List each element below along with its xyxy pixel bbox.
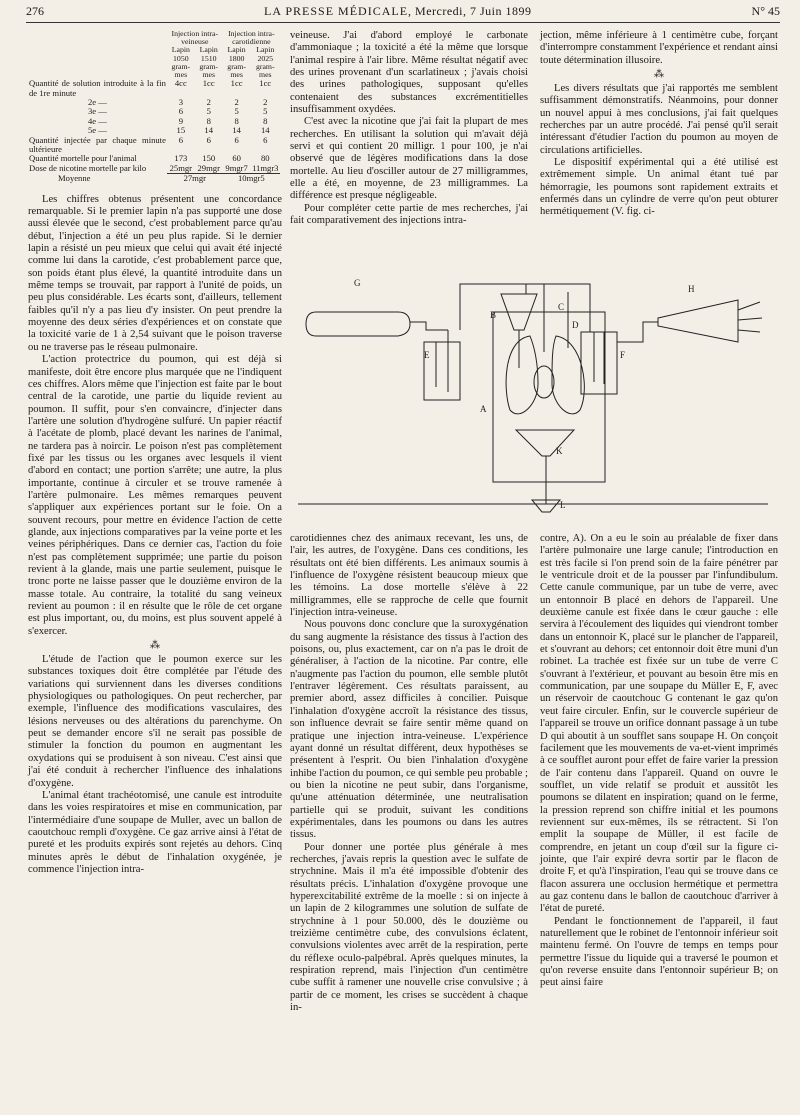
- figure-label: L: [560, 500, 566, 510]
- column-1: [28, 30, 282, 876]
- row-label: 2e —: [88, 97, 107, 108]
- paragraph: L'étude de l'action que le poumon exerce sur les substances toxiques doit être complétée par l'étude des variations qui surviennent dans les diverses conditions physiologiques ou pathologiques. On peut rechercher, par exemple, l'influence des modifications vasculaires, des lésions nerveuses ou des altérations du parenchyme. On peut se demander encore s'il ne serait pas possible de stimuler la fonction du poumon en augmentant les oxydations qui se produisent à son niveau. C'est ainsi que j'ai été conduit à rechercher l'influence des inhalations d'oxygène.: [28, 654, 282, 789]
- table-row: [28, 98, 280, 107]
- cell: 80: [260, 153, 270, 164]
- cell: 3: [178, 97, 183, 108]
- table-group-intra-veineuse: Injection intra-veineuse: [171, 29, 219, 47]
- cell: 1cc: [202, 78, 215, 89]
- cell: 25mgr: [169, 162, 193, 173]
- cell: 8: [263, 115, 268, 126]
- rubber-balloon-g: [306, 312, 410, 336]
- row-label: 3e —: [88, 106, 107, 117]
- cell: 4cc: [174, 78, 187, 89]
- cell: 2: [206, 97, 211, 108]
- results-table: [28, 30, 280, 184]
- paragraph: veineuse. J'ai d'abord employé le carbonate d'ammoniaque ; la toxicité a été la même que lorsque l'animal respire à l'air libre. Même résultat négatif avec des urines provenant d'un scarlatineux ; j'avais choisi des urines pathologiques, supposant qu'elles contenaient des substances excrémentitielles insuffisamment oxydées.: [290, 30, 528, 116]
- cell: 9: [178, 115, 183, 126]
- cell: 6: [178, 134, 183, 145]
- cell: 150: [202, 153, 216, 164]
- table-animal-3: Lapin 1800 gram-mes: [227, 45, 246, 80]
- section-separator: ⁂: [150, 640, 160, 652]
- mean-label: Moyenne: [58, 172, 91, 183]
- journal-title: [264, 4, 532, 19]
- figure-label: E: [424, 350, 430, 360]
- header-rule: [26, 22, 780, 23]
- figure-label: H: [688, 284, 695, 294]
- journal-name: LA PRESSE MÉDICALE: [264, 4, 409, 18]
- table-row: [28, 117, 280, 126]
- cell: 11mgr3: [252, 162, 279, 173]
- funnel-k: [516, 430, 574, 456]
- row-label: Dose de nicotine mortelle par kilo: [29, 162, 147, 173]
- cell: 8: [234, 115, 239, 126]
- cell: 6: [263, 134, 268, 145]
- paragraph: Les divers résultats que j'ai rapportés me semblent suffisamment démonstratifs. Néanmoins, pour donner un nouvel appui à mes conclusions, j'ai fait quelques recherches par un autre procédé. J'ai pensé qu'il serait intéressant d'étudier l'action du poumon au moyen de circulations artificielles.: [540, 83, 778, 156]
- issue-number: N° 45: [751, 4, 780, 18]
- paragraph: Pour compléter cette partie de mes recherches, j'ai fait comparativement des injections intra-: [290, 202, 528, 227]
- cell: 8: [206, 115, 211, 126]
- cell: 2: [263, 97, 268, 108]
- cell: 14: [260, 125, 270, 136]
- mean-intra-veineuse: 27mgr: [167, 174, 223, 184]
- paragraph: contre, A). On a eu le soin au préalable de fixer dans l'artère pulmonaire une large canule; l'introduction en est très facile si l'on prend soin de la faire pénétrer par le ventricule droit et de la pousser par l'infundibulum. Cette canule communique, par un tube de verre, avec un entonnoir B placé en dehors de l'appareil. Une deuxième canule est fixée dans le cœur gauche : elle servira à l'écoulement des liquides qui viendront tomber dans un entonnoir K, placé sur le plancher de l'appareil, et s'ouvrant au dehors; cet entonnoir doit être muni d'un robinet. La trachée est fixée sur un tube de verre C s'ouvrant à l'extérieur, et pouvant au besoin être mis en communication, par une soupape du Müller E, F, avec un réservoir de caoutchouc G contenant le gaz qu'on veut faire circuler. Enfin, sur le couvercle supérieur de l'appareil se trouve un orifice donnant passage à un tube D qui aboutit à un soufflet sans soupape H. On conçoit facilement que les mouvements de va-et-vient imprimés à ce soufflet auront pour effet de faire varier la pression de l'air contenu dans l'appareil. Quand on ouvre le soufflet, un vide relatif se produit et aussitôt les poumons se dilatent en inspiration; quand on le ferme, la pression reprend son chiffre initial et les poumons reviennent sur eux-mêmes, ils se rétractent. Si l'on emplit la soupape de Müller, il est facile de comprendre, en jetant un coup d'œil sur la figure ci-jointe, que l'air expiré devra sortir par le flacon de droite F, et qu'à l'inspiration, l'eau qui se trouve dans ce flacon assurera une occlusion hermétique et permettra au gaz contenu dans le ballon de caoutchouc d'arriver à l'état de pureté.: [540, 533, 778, 915]
- table-row: [28, 79, 280, 98]
- cell: 15: [176, 125, 186, 136]
- cell: 5: [234, 106, 239, 117]
- figure-label: F: [620, 350, 626, 360]
- figure-label: K: [556, 446, 563, 456]
- table-group-intra-carotidienne: Injection intra-carotidienne: [228, 29, 275, 47]
- table-row: [28, 107, 280, 116]
- paragraph: C'est avec la nicotine que j'ai fait la plupart de mes recherches. En utilisant la solution qui m'avait déjà servi et qui contient 20 milligr. 1 pour 100, je n'ai observé que de légères modifications dans la dose mortelle. Au lieu d'osciller autour de 27 milligrammes, elle a été, en moyenne, de 23 milligrammes. La différence est presque négligeable.: [290, 116, 528, 202]
- mean-intra-carotidienne: 10mgr5: [223, 174, 280, 184]
- row-label: Quantité mortelle pour l'animal: [29, 153, 137, 164]
- cell: 173: [174, 153, 188, 164]
- table-animal-2: Lapin 1510 gram-mes: [199, 45, 219, 80]
- cell: 2: [234, 97, 239, 108]
- paragraph: L'action protectrice du poumon, qui est déjà si manifeste, doit être encore plus marquée que ne l'indiquent ces chiffres. Alors même que l'injection est faite par le bout central de la carotide, une partie du liquide revient au poumon. Il suffit, pour s'en convaincre, d'injecter dans l'artère une solution d'hydrogène sulfuré. Un papier réactif à l'acétate de plomb, placé devant les narines de l'animal, ne tardera pas à noircir. Le poison n'est pas complètement fixé par les tissus ou les organes avec lesquels il vient d'abord en contact; une portion s'arrête; une autre, la plus importante, continue à circuler et se trouve ramenée à l'artère pulmonaire. Les mêmes remarques peuvent s'appliquer aux expériences portant sur le foie. On a souvent recours, pour mettre en évidence l'action de cette glande, aux injections comparatives par la veine porte et les veines périphériques. Dans ce dernier cas, l'action du foie n'est pas complètement supprimée; une partie du poison revient à la glande, mais une partie seulement, puisque le tronc porte ne laisse passer que le douzième environ de la masse totale. Au contraire, la totalité du sang veineux revient au poumon : il en résulte que le rôle de cet organe est plus important, ou, du moins, est plus souvent appelé à s'exercer.: [28, 354, 282, 637]
- page-header: [26, 4, 780, 22]
- row-label: 5e —: [88, 125, 107, 136]
- cell: 1cc: [259, 78, 272, 89]
- paragraph: Les chiffres obtenus présentent une concordance remarquable. Si le premier lapin n'a pas supporté une dose aussi élevée que le second, c'est probablement parce qu'au début, l'injection a été un peu plus rapide. Si le dernier lapin a résisté un peu mieux que celui qui avait été injecté comme lui dans la carotide, c'est probablement parce que, son poids étant plus élevé, la quantité introduite dans un même temps se trouvait, par rapport à l'unité de poids, un peu plus considérable. Les écarts sont, d'ailleurs, tellement faibles qu'il n'y a pas lieu d'y insister. On peut prendre la moyenne des deux séries d'expériences et on constate que la toxicité varie de 1 à 2,54 suivant que le poison traverse ou ne traverse pas le réseau pulmonaire.: [28, 193, 282, 353]
- cell: 60: [232, 153, 241, 164]
- bellows-h: [658, 300, 738, 342]
- heart: [534, 366, 554, 398]
- lung-left: [506, 336, 538, 414]
- table-animal-4: Lapin 2025 gram-mes: [255, 45, 275, 80]
- cell: 6: [206, 134, 211, 145]
- cell: 6: [234, 134, 239, 145]
- column-2-bottom: [290, 533, 528, 1014]
- cell: 29mgr: [197, 162, 220, 173]
- cell: 14: [204, 125, 214, 136]
- column-3-top: [540, 30, 778, 219]
- paragraph: Pendant le fonctionnement de l'appareil, il faut naturellement que le robinet de l'entonnoir inférieur soit maintenu fermé. On l'ouvre de temps en temps pour permettre l'issue du liquide qui a traversé le poumon et qu'on reverse ensuite dans l'entonnoir supérieur B; on peut ainsi faire: [540, 915, 778, 989]
- issue-date: , Mercredi, 7 Juin 1899: [408, 4, 532, 18]
- cell: 14: [232, 125, 241, 136]
- row-label: 4e —: [88, 115, 107, 126]
- figure-label: C: [558, 302, 565, 312]
- column-3-bottom: [540, 533, 778, 990]
- paragraph: carotidiennes chez des animaux recevant, les uns, de l'air, les autres, de l'oxygène. Dans ces conditions, les résultats ont été bien différents. Les animaux soumis à l'influence de l'oxygène résistent beaucoup mieux que les témoins. La dose mortelle s'élève à 22 milligrammes, elle se rapproche de celle que fournit l'injection intra-veineuse.: [290, 533, 528, 619]
- paragraph: Pour donner une portée plus générale à mes recherches, j'avais repris la question avec le sulfate de strychnine. Mais il m'a été impossible d'obtenir des résultats précis. L'inhalation d'oxygène provoque une hyperexcitabilité extrême de la moelle : si on injecte à un lapin de 2 kilogrammes une solution de sulfate de strychnine à 1 pour 50.000, dès le douzième ou treizième centimètre cube, des convulsions éclatent, convulsions violentes avec arrêt de la respiration, perte du réflexe oculo-palpébral. Après quelques minutes, la respiration reprend, mais l'injection d'un centimètre cube suffit à ramener une nouvelle crise convulsive ; à partir de ce moment, les crises se succèdent à chaque in-: [290, 841, 528, 1014]
- figure-label: B: [490, 310, 497, 320]
- table-row: [28, 136, 280, 155]
- section-separator: ⁂: [654, 69, 664, 81]
- row-label: Quantité de solution introduite à la fin de 1re minute: [29, 78, 166, 98]
- cell: 6: [178, 106, 183, 117]
- cell: 5: [206, 106, 211, 117]
- cell: 1cc: [230, 78, 243, 89]
- cell: 5: [263, 106, 268, 117]
- cell: 9mgr7: [225, 162, 248, 173]
- figure-label: D: [572, 320, 579, 330]
- page-number: 276: [26, 4, 44, 18]
- paragraph: L'animal étant trachéotomisé, une canule est introduite dans les voies respiratoires et mise en communication, par l'intermédiaire d'une soupape de Muller, avec un ballon de caoutchouc rempli d'oxygène. Ce gaz arrive ainsi à l'état de pureté et les produits expirés sont rejetés au dehors. Cinq minutes après le début de l'inhalation oxygénée, je commence l'injection intra-: [28, 789, 282, 875]
- apparatus-figure: [298, 272, 768, 524]
- figure-label: A: [480, 404, 487, 414]
- flask-f: [581, 332, 617, 394]
- table-mean-row: [28, 174, 280, 184]
- row-label: Quantité injectée par chaque minute ultérieure: [29, 134, 166, 155]
- paragraph: jection, même inférieure à 1 centimètre cube, forçant d'interrompre constamment l'expérience et rendant ainsi toute détermination illusoire.: [540, 30, 778, 66]
- table-animal-1: Lapin 1050 gram-mes: [171, 45, 191, 80]
- paragraph: Le dispositif expérimental qui a été utilisé est extrêmement simple. Un animal étant tué par hémorragie, les poumons sont rapidement extraits et enfermés dans un cylindre de verre qu'on peut obturer hermétiquement (V. fig. ci-: [540, 157, 778, 218]
- paragraph: Nous pouvons donc conclure que la suroxygénation du sang augmente la résistance des tissus à l'action des poisons, ou, plus exactement, car on n'a pas le droit de généraliser, à l'action de la nicotine. Par contre, elle n'augmente pas l'action du poumon, elle semble plutôt l'entraver légèrement. Ces résultats paraissent, au premier abord, assez difficiles à concilier. Puisque l'inhalation d'oxygène accroît la résistance des tissus, son influence devrait se faire sentir même quand on pratique une injection intra-veineuse. L'expérience ayant donné un résultat différent, deux hypothèses se présentent à l'esprit. Ou bien l'inhalation d'oxygène inhibe l'action du poumon, ce qui semble peu probable ; ou bien la nicotine ne peut subir, dans l'organisme, qu'une atténuation déterminée, une neutralisation partielle qui se produit, suivant les conditions expérimentales, dans les poumons ou dans les autres tissus.: [290, 619, 528, 841]
- column-2-top: [290, 30, 528, 228]
- figure-label: G: [354, 278, 361, 288]
